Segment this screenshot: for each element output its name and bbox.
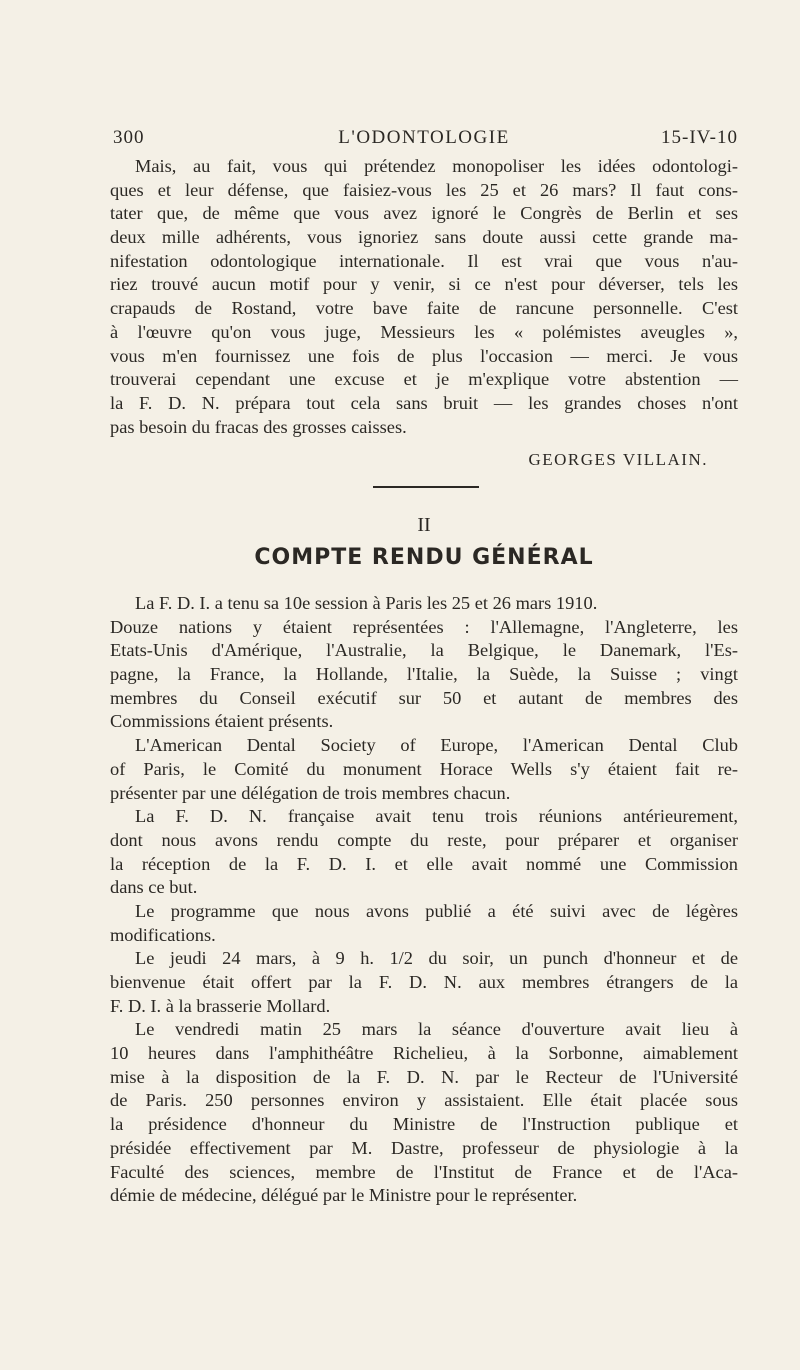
text-line: dans ce but.: [110, 877, 198, 898]
text-line: tater que, de même que vous avez ignoré le Congrès de Berlin et ses: [110, 203, 738, 224]
text-line: 10 heures dans l'amphithéâtre Richelieu, à la Sorbonne, aimablement: [110, 1043, 738, 1064]
text-line: membres du Conseil exécutif sur 50 et autant de membres des: [110, 687, 738, 708]
text-line: bienvenue était offert par la F. D. N. aux membres étrangers de la: [110, 972, 738, 992]
text-line: riez trouvé aucun motif pour y venir, si ce n'est pour déverser, tels les: [110, 274, 738, 295]
text-line: F. D. I. à la brasserie Mollard.: [110, 995, 331, 1016]
section-number: II: [417, 514, 431, 536]
text-line: L'American Dental Society of Europe, l'American Dental Club: [135, 735, 738, 756]
text-line: nifestation odontologique internationale. Il est vrai que vous n'au-: [110, 250, 738, 271]
text-line: à l'œuvre qu'on vous juge, Messieurs les « polémistes aveugles »,: [110, 321, 738, 342]
report-body: [110, 592, 738, 1208]
text-line: Douze nations y étaient représentées : l'Allemagne, l'Angleterre, les: [110, 616, 738, 637]
text-line: Le vendredi matin 25 mars la séance d'ouverture avait lieu à: [135, 1019, 738, 1040]
section-title: COMPTE RENDU GÉNÉRAL: [254, 545, 594, 570]
text-line: de Paris. 250 personnes environ y assistaient. Elle était placée sous: [110, 1090, 738, 1111]
text-line: La F. D. I. a tenu sa 10e session à Paris les 25 et 26 mars 1910.: [135, 593, 598, 613]
running-header: [110, 127, 738, 151]
author-signature: GEORGES VILLAIN.: [528, 450, 708, 469]
text-line: mise à la disposition de la F. D. N. par le Recteur de l'Université: [110, 1066, 738, 1087]
text-line: pas besoin du fracas des grosses caisses.: [110, 416, 407, 437]
text-line: Le jeudi 24 mars, à 9 h. 1/2 du soir, un punch d'honneur et de: [135, 948, 738, 969]
text-line: dont nous avons rendu compte du reste, pour préparer et organiser: [110, 829, 738, 850]
text-line: La F. D. N. française avait tenu trois réunions antérieurement,: [135, 806, 738, 827]
text-line: la réception de la F. D. I. et elle avait nommé une Commission: [110, 853, 738, 874]
text-line: présidée effectivement par M. Dastre, professeur de physiologie à la: [110, 1137, 738, 1158]
page-number: 300: [113, 127, 145, 148]
text-line: présenter par une délégation de trois membres chacun.: [110, 782, 511, 803]
text-line: Faculté des sciences, membre de l'Institut de France et de l'Aca-: [110, 1161, 738, 1182]
text-line: la présidence d'honneur du Ministre de l'Instruction publique et: [110, 1114, 738, 1135]
text-line: démie de médecine, délégué par le Ministre pour le représenter.: [110, 1185, 578, 1206]
text-line: of Paris, le Comité du monument Horace Wells s'y étaient fait re-: [110, 758, 738, 779]
text-line: crapauds de Rostand, votre bave faite de rancune personnelle. C'est: [110, 298, 738, 319]
text-line: Le programme que nous avons publié a été suivi avec de légères: [135, 900, 738, 921]
text-line: pagne, la France, la Hollande, l'Italie, la Suède, la Suisse ; vingt: [110, 664, 738, 685]
text-line: Etats-Unis d'Amérique, l'Australie, la Belgique, le Danemark, l'Es-: [110, 640, 738, 661]
text-line: ques et leur défense, que faisiez-vous les 25 et 26 mars? Il faut cons-: [110, 179, 738, 200]
text-line: modifications.: [110, 924, 216, 945]
journal-title: L'ODONTOLOGIE: [338, 127, 510, 148]
text-line: deux mille adhérents, vous ignoriez sans doute aussi cette grande ma-: [110, 227, 738, 248]
text-line: vous m'en fournissez une fois de plus l'occasion — merci. Je vous: [110, 345, 738, 366]
intro-paragraph: [110, 155, 738, 439]
text-line: trouverai cependant une excuse et je m'explique votre abstention —: [110, 369, 738, 390]
text-line: Mais, au fait, vous qui prétendez monopoliser les idées odontologi-: [135, 156, 738, 176]
text-line: Commissions étaient présents.: [110, 711, 334, 732]
text-line: la F. D. N. prépara tout cela sans bruit — les grandes choses n'ont: [110, 392, 738, 413]
issue-date: 15-IV-10: [661, 127, 738, 148]
section-divider: [373, 486, 479, 488]
